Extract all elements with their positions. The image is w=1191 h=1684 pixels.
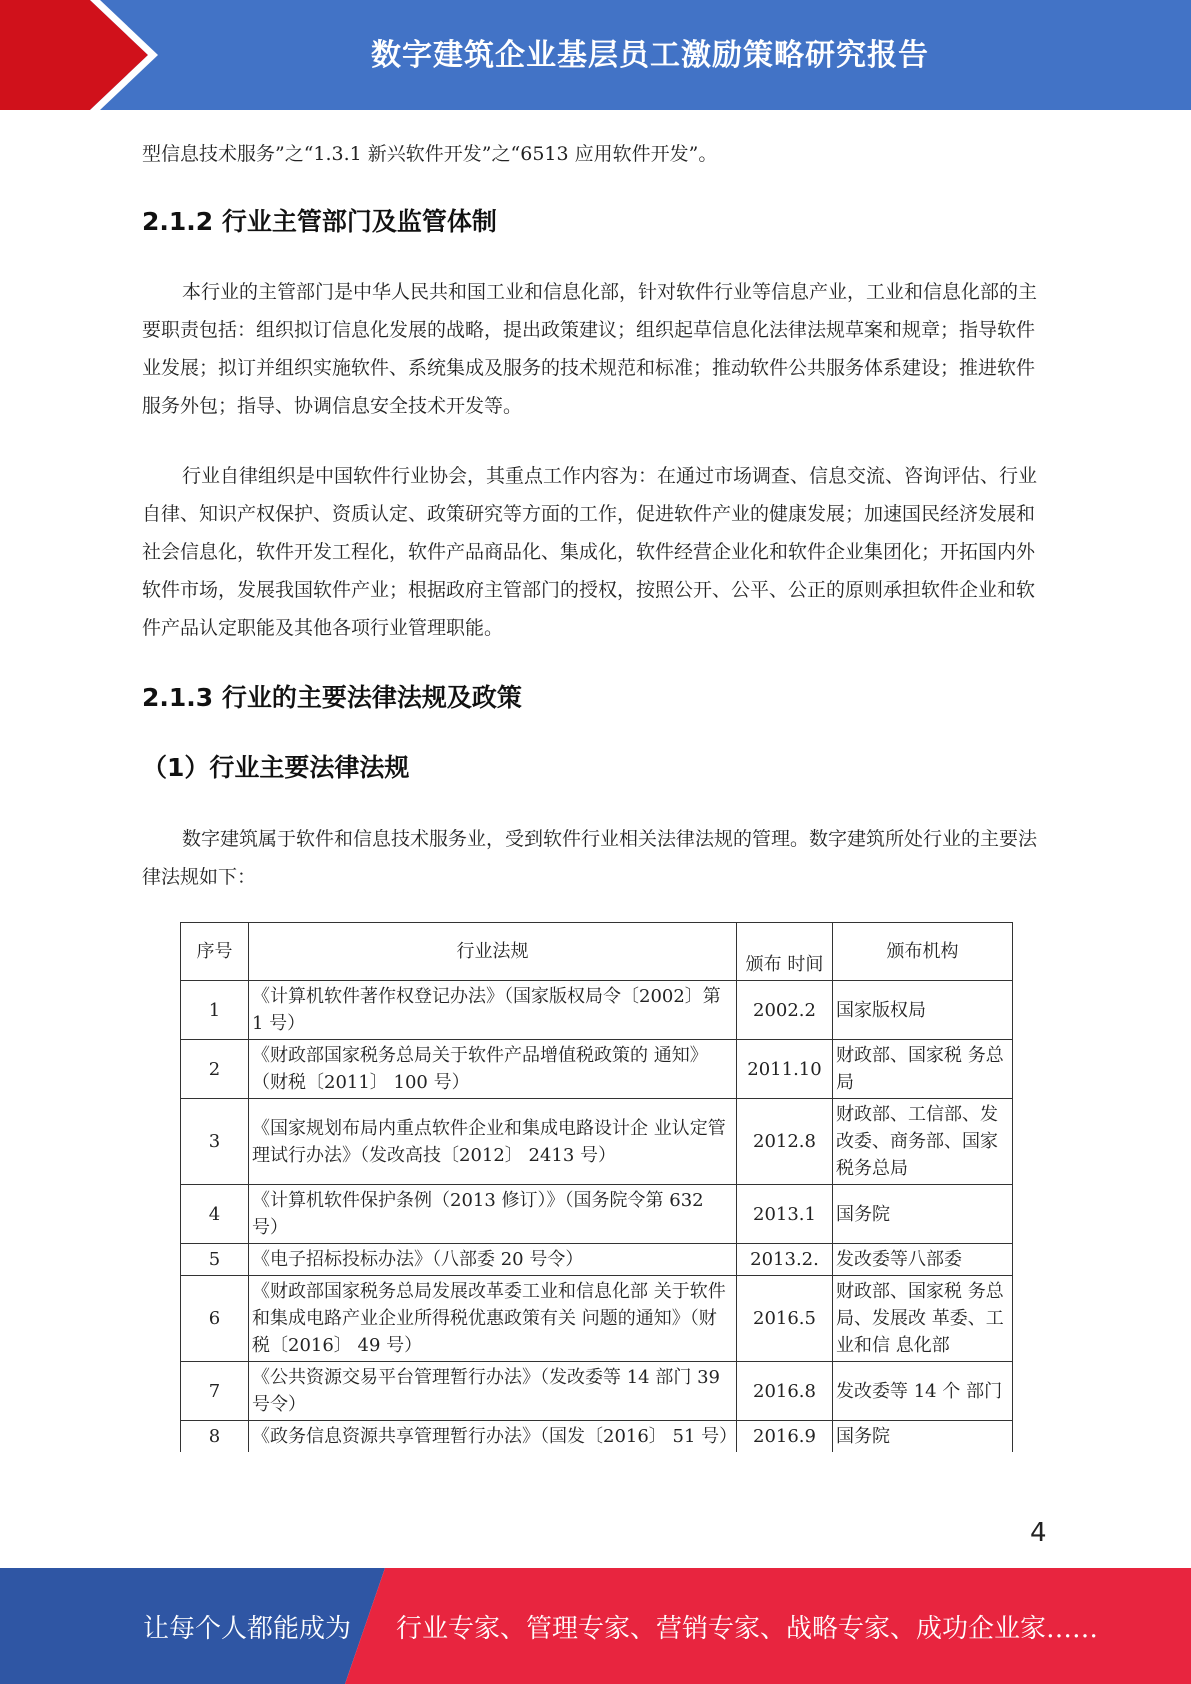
subsection-1-paragraph: 数字建筑属于软件和信息技术服务业，受到软件行业相关法律法规的管理。数字建筑所处行业的主要法律法规如下： xyxy=(142,828,1038,888)
section-212-paragraph-2: 行业自律组织是中国软件行业协会，其重点工作内容为：在通过市场调查、信息交流、咨询评估、行业自律、知识产权保护、资质认定、政策研究等方面的工作，促进软件产业的健康发展；加速国民经济发展和社会信息化，软件开发工程化，软件产品商品化、集成化，软件经营企业化和软件企业集团化；开拓国内外软件市场，发展我国软件产业；根据政府主管部门的授权，按照公开、公平、公正的原则承担软件企业和软件产品认定职能及其他各项行业管理职能。 xyxy=(142,465,1038,639)
row-date: 2016.5 xyxy=(737,1276,833,1362)
row-date: 2016.8 xyxy=(737,1362,833,1421)
row-date: 2013.2. xyxy=(737,1244,833,1276)
row-agency: 国家版权局 xyxy=(833,981,1013,1040)
table-row xyxy=(181,1276,1013,1362)
row-index: 8 xyxy=(181,1421,249,1453)
table-row xyxy=(181,1421,1013,1453)
footer-slogan-left: 让每个人都能成为 xyxy=(143,1614,352,1644)
row-index: 4 xyxy=(181,1185,249,1244)
subsection-1-title: （1）行业主要法律法规 xyxy=(142,753,410,782)
row-regulation: 《国家规划布局内重点软件企业和集成电路设计企 业认定管理试行办法》（发改高技〔2012〕 2413 号） xyxy=(249,1099,737,1185)
row-date: 2016.9 xyxy=(737,1421,833,1453)
row-date: 2013.1 xyxy=(737,1185,833,1244)
table-row xyxy=(181,1185,1013,1244)
header-date: 颁布 时间 xyxy=(737,923,833,981)
row-index: 2 xyxy=(181,1040,249,1099)
header-banner xyxy=(0,0,1191,110)
header-agency: 颁布机构 xyxy=(833,923,1013,981)
row-date: 2011.10 xyxy=(737,1040,833,1099)
intro-line: 型信息技术服务”之“1.3.1 新兴软件开发”之“6513 应用软件开发”。 xyxy=(142,143,718,165)
row-date: 2002.2 xyxy=(737,981,833,1040)
laws-table xyxy=(180,922,1013,1452)
row-agency: 国务院 xyxy=(833,1421,1013,1453)
row-index: 5 xyxy=(181,1244,249,1276)
row-regulation: 《电子招标投标办法》（八部委 20 号令） xyxy=(249,1244,737,1276)
table-row xyxy=(181,1099,1013,1185)
section-212-title: 2.1.2 行业主管部门及监管体制 xyxy=(142,207,497,236)
row-date: 2012.8 xyxy=(737,1099,833,1185)
table-row xyxy=(181,981,1013,1040)
report-title: 数字建筑企业基层员工激励策略研究报告 xyxy=(371,38,929,73)
row-index: 3 xyxy=(181,1099,249,1185)
row-regulation: 《公共资源交易平台管理暂行办法》（发改委等 14 部门 39 号令） xyxy=(249,1362,737,1421)
table-row xyxy=(181,1362,1013,1421)
row-agency: 发改委等 14 个 部门 xyxy=(833,1362,1013,1421)
row-agency: 财政部、国家税 务总局 xyxy=(833,1040,1013,1099)
row-regulation: 《财政部国家税务总局发展改革委工业和信息化部 关于软件和集成电路产业企业所得税优惠政策有关 问题的通知》（财税〔2016〕 49 号） xyxy=(249,1276,737,1362)
row-index: 6 xyxy=(181,1276,249,1362)
row-regulation: 《计算机软件著作权登记办法》（国家版权局令〔2002〕第 1 号） xyxy=(249,981,737,1040)
section-213-title: 2.1.3 行业的主要法律法规及政策 xyxy=(142,683,522,712)
row-agency: 财政部、工信部、发改委、商务部、国家税务总局 xyxy=(833,1099,1013,1185)
page-number: 4 xyxy=(1030,1518,1047,1548)
table-row xyxy=(181,1040,1013,1099)
footer-banner xyxy=(0,1568,1191,1684)
footer-slogan-right: 行业专家、管理专家、营销专家、战略专家、成功企业家…… xyxy=(396,1614,1099,1644)
header-index: 序号 xyxy=(181,923,249,981)
row-agency: 国务院 xyxy=(833,1185,1013,1244)
row-regulation: 《财政部国家税务总局关于软件产品增值税政策的 通知》（财税〔2011〕 100 号） xyxy=(249,1040,737,1099)
row-regulation: 《计算机软件保护条例（2013 修订）》（国务院令第 632 号） xyxy=(249,1185,737,1244)
section-212-paragraph-1: 本行业的主管部门是中华人民共和国工业和信息化部，针对软件行业等信息产业，工业和信息化部的主要职责包括：组织拟订信息化发展的战略，提出政策建议；组织起草信息化法律法规草案和规章；指导软件业发展；拟订并组织实施软件、系统集成及服务的技术规范和标准；推动软件公共服务体系建设；推进软件服务外包；指导、协调信息安全技术开发等。 xyxy=(142,281,1038,417)
table-header-row xyxy=(181,923,1013,981)
row-agency: 财政部、国家税 务总局、发展改 革委、工业和信 息化部 xyxy=(833,1276,1013,1362)
row-index: 7 xyxy=(181,1362,249,1421)
table-row xyxy=(181,1244,1013,1276)
header-regulation: 行业法规 xyxy=(249,923,737,981)
row-index: 1 xyxy=(181,981,249,1040)
row-regulation: 《政务信息资源共享管理暂行办法》（国发〔2016〕 51 号） xyxy=(249,1421,737,1453)
row-agency: 发改委等八部委 xyxy=(833,1244,1013,1276)
